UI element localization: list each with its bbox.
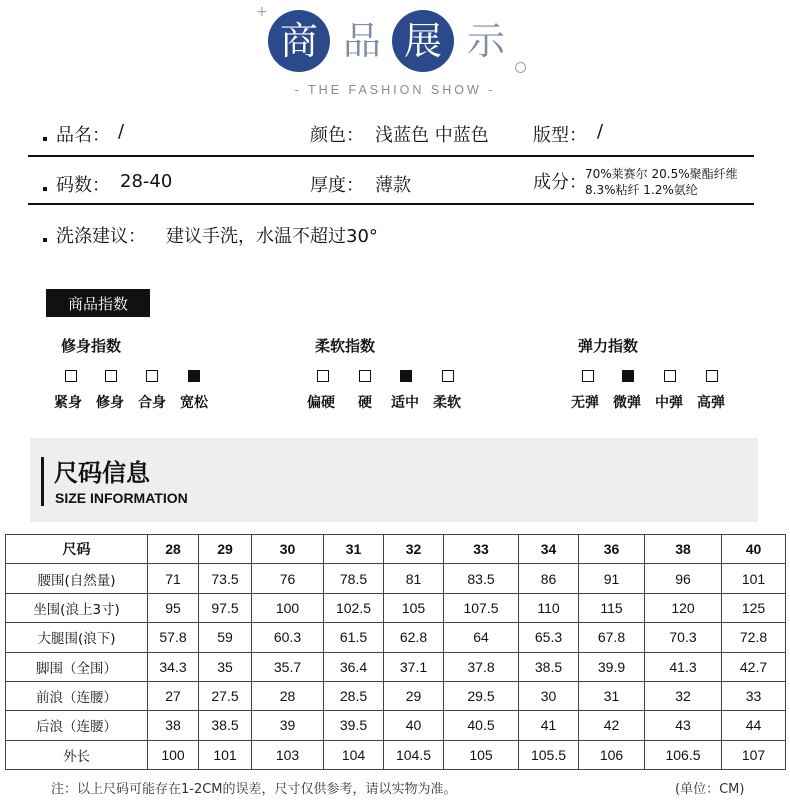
fit-option-box-2 <box>105 370 117 382</box>
table-cell: 43 <box>645 711 722 740</box>
table-cell: 64 <box>444 623 519 652</box>
elasticity-option-box-1 <box>582 370 594 382</box>
table-cell: 105 <box>384 593 444 622</box>
circle-decoration <box>515 62 526 73</box>
table-cell: 28.5 <box>324 681 384 710</box>
table-cell: 39.9 <box>579 652 645 681</box>
table-cell: 95 <box>148 593 199 622</box>
table-cell: 32 <box>645 681 722 710</box>
sizes-value: 28-40 <box>120 171 173 192</box>
table-cell: 31 <box>579 681 645 710</box>
size-header: 30 <box>252 535 324 564</box>
wash-label: 洗涤建议： <box>56 226 146 247</box>
table-cell: 100 <box>148 740 199 769</box>
table-cell: 62.8 <box>384 623 444 652</box>
table-cell: 61.5 <box>324 623 384 652</box>
table-cell: 106.5 <box>645 740 722 769</box>
softness-option-1: 偏硬 <box>307 395 335 411</box>
table-cell: 70.3 <box>645 623 722 652</box>
table-cell: 35 <box>199 652 252 681</box>
name-label: 品名： <box>56 125 110 146</box>
table-row <box>6 740 786 769</box>
elasticity-option-2: 微弹 <box>613 395 641 411</box>
table-cell: 65.3 <box>519 623 579 652</box>
size-header: 40 <box>722 535 786 564</box>
color-value: 浅蓝色 中蓝色 <box>375 125 489 146</box>
table-cell: 35.7 <box>252 652 324 681</box>
table-cell: 97.5 <box>199 593 252 622</box>
elasticity-index-title: 弹力指数 <box>578 337 639 355</box>
row-label: 坐围(浪上3寸) <box>6 593 148 622</box>
table-cell: 41.3 <box>645 652 722 681</box>
table-cell: 72.8 <box>722 623 786 652</box>
table-corner: 尺码 <box>6 535 148 564</box>
table-cell: 105.5 <box>519 740 579 769</box>
fit-option-3: 合身 <box>138 395 166 411</box>
table-cell: 76 <box>252 564 324 593</box>
table-cell: 107.5 <box>444 593 519 622</box>
size-header: 34 <box>519 535 579 564</box>
table-cell: 39.5 <box>324 711 384 740</box>
row-label: 大腿围(浪下) <box>6 623 148 652</box>
elasticity-option-4: 高弹 <box>697 395 725 411</box>
row-label: 外长 <box>6 740 148 769</box>
fit-option-box-4-selected <box>188 370 200 382</box>
header-char-4: 示 <box>466 19 505 63</box>
color-label: 颜色： <box>310 125 364 146</box>
table-cell: 103 <box>252 740 324 769</box>
table-cell: 102.5 <box>324 593 384 622</box>
thickness-label: 厚度： <box>310 175 364 196</box>
fit-option-1: 紧身 <box>54 395 82 411</box>
fit-label: 版型： <box>533 125 587 146</box>
size-header: 31 <box>324 535 384 564</box>
table-cell: 81 <box>384 564 444 593</box>
table-cell: 83.5 <box>444 564 519 593</box>
divider <box>28 155 754 157</box>
table-cell: 105 <box>444 740 519 769</box>
table-cell: 38.5 <box>199 711 252 740</box>
row-label: 后浪（连腰） <box>6 711 148 740</box>
table-cell: 73.5 <box>199 564 252 593</box>
size-table <box>5 534 786 770</box>
product-index-badge: 商品指数 <box>46 289 150 317</box>
table-cell: 86 <box>519 564 579 593</box>
table-cell: 57.8 <box>148 623 199 652</box>
table-cell: 34.3 <box>148 652 199 681</box>
table-row <box>6 711 786 740</box>
table-cell: 42.7 <box>722 652 786 681</box>
table-cell: 41 <box>519 711 579 740</box>
size-header: 32 <box>384 535 444 564</box>
row-label: 脚围（全围） <box>6 652 148 681</box>
table-cell: 78.5 <box>324 564 384 593</box>
table-row <box>6 681 786 710</box>
table-cell: 40.5 <box>444 711 519 740</box>
composition-label: 成分： <box>533 172 587 193</box>
table-cell: 107 <box>722 740 786 769</box>
elasticity-option-3: 中弹 <box>655 395 683 411</box>
table-cell: 104.5 <box>384 740 444 769</box>
table-cell: 100 <box>252 593 324 622</box>
table-cell: 104 <box>324 740 384 769</box>
size-header: 28 <box>148 535 199 564</box>
size-header: 33 <box>444 535 519 564</box>
table-cell: 37.1 <box>384 652 444 681</box>
table-cell: 38 <box>148 711 199 740</box>
size-info-subtitle: SIZE INFORMATION <box>55 490 188 506</box>
fit-option-box-1 <box>65 370 77 382</box>
softness-option-box-2 <box>359 370 371 382</box>
table-cell: 39 <box>252 711 324 740</box>
table-row <box>6 652 786 681</box>
header-subtitle: - THE FASHION SHOW - <box>294 83 496 97</box>
table-cell: 60.3 <box>252 623 324 652</box>
header-char-3: 展 <box>392 10 454 72</box>
table-cell: 110 <box>519 593 579 622</box>
fit-index-title: 修身指数 <box>61 337 122 355</box>
table-row <box>6 623 786 652</box>
table-cell: 106 <box>579 740 645 769</box>
table-cell: 37.8 <box>444 652 519 681</box>
table-header-row <box>6 535 786 564</box>
fit-option-2: 修身 <box>96 395 124 411</box>
table-cell: 125 <box>722 593 786 622</box>
table-row <box>6 564 786 593</box>
softness-option-box-1 <box>317 370 329 382</box>
header-char-2: 品 <box>342 19 381 63</box>
footer-note: 注：以上尺码可能存在1-2CM的误差，尺寸仅供参考，请以实物为准。 <box>51 782 457 797</box>
row-label: 前浪（连腰） <box>6 681 148 710</box>
table-row <box>6 593 786 622</box>
table-cell: 33 <box>722 681 786 710</box>
fit-option-box-3 <box>146 370 158 382</box>
fit-value: / <box>597 121 604 142</box>
table-cell: 101 <box>722 564 786 593</box>
table-cell: 27.5 <box>199 681 252 710</box>
composition-line-2: 8.3%粘纤 1.2%氨纶 <box>585 183 698 197</box>
table-cell: 42 <box>579 711 645 740</box>
bullet-icon <box>43 137 47 141</box>
row-label: 腰围(自然量) <box>6 564 148 593</box>
softness-option-4: 柔软 <box>433 395 461 411</box>
size-info-title: 尺码信息 <box>54 459 150 487</box>
table-cell: 96 <box>645 564 722 593</box>
softness-option-2: 硬 <box>358 395 372 411</box>
name-value: / <box>118 121 125 142</box>
size-header: 36 <box>579 535 645 564</box>
table-cell: 36.4 <box>324 652 384 681</box>
bullet-icon <box>43 187 47 191</box>
elasticity-option-1: 无弹 <box>571 395 599 411</box>
elasticity-option-box-3 <box>664 370 676 382</box>
elasticity-option-box-4 <box>706 370 718 382</box>
table-cell: 27 <box>148 681 199 710</box>
size-header: 38 <box>645 535 722 564</box>
softness-option-3: 适中 <box>391 395 419 411</box>
divider <box>28 203 754 205</box>
size-header: 29 <box>199 535 252 564</box>
plus-decoration: + <box>256 4 268 20</box>
table-cell: 120 <box>645 593 722 622</box>
header-char-1: 商 <box>268 10 330 72</box>
softness-option-box-4 <box>442 370 454 382</box>
table-cell: 115 <box>579 593 645 622</box>
table-cell: 67.8 <box>579 623 645 652</box>
table-cell: 59 <box>199 623 252 652</box>
table-cell: 40 <box>384 711 444 740</box>
fit-option-4: 宽松 <box>180 395 208 411</box>
table-cell: 29 <box>384 681 444 710</box>
table-cell: 91 <box>579 564 645 593</box>
composition-line-1: 70%莱赛尔 20.5%聚酯纤维 <box>585 167 738 181</box>
sizes-label: 码数： <box>56 175 110 196</box>
table-cell: 29.5 <box>444 681 519 710</box>
thickness-value: 薄款 <box>375 175 411 196</box>
table-cell: 71 <box>148 564 199 593</box>
softness-index-title: 柔软指数 <box>315 337 376 355</box>
unit-label: (单位：CM) <box>675 782 745 797</box>
table-cell: 28 <box>252 681 324 710</box>
table-cell: 101 <box>199 740 252 769</box>
wash-value: 建议手洗，水温不超过30° <box>166 226 378 247</box>
size-info-accent-bar <box>41 457 44 506</box>
table-cell: 44 <box>722 711 786 740</box>
page-header <box>0 0 790 110</box>
table-cell: 38.5 <box>519 652 579 681</box>
elasticity-option-box-2-selected <box>622 370 634 382</box>
table-cell: 30 <box>519 681 579 710</box>
bullet-icon <box>43 238 47 242</box>
softness-option-box-3-selected <box>400 370 412 382</box>
